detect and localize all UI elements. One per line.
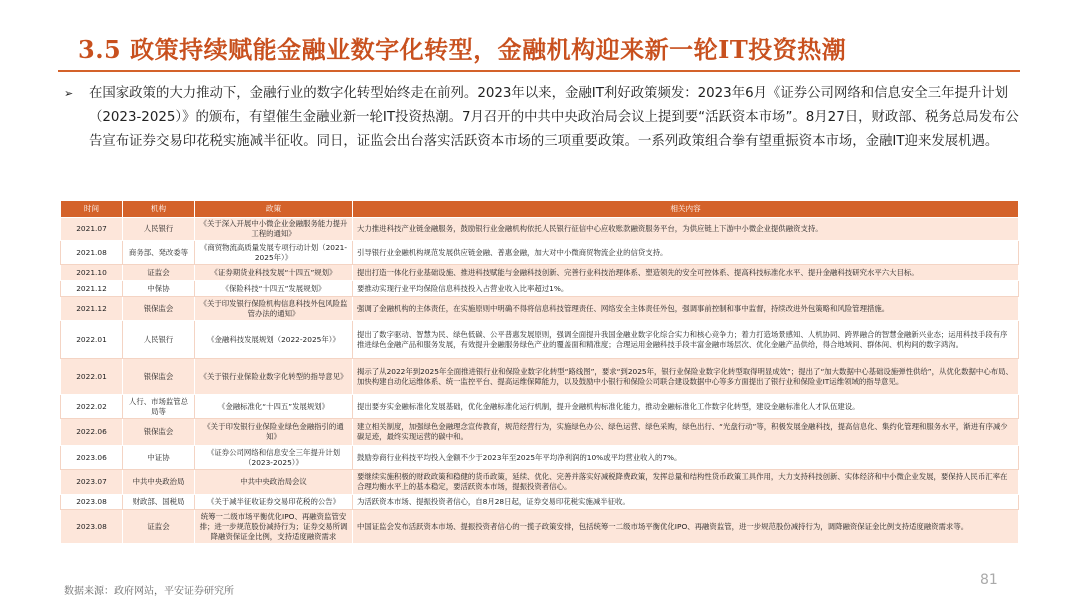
cell-content: 提出了数字驱动、智慧为民、绿色低碳、公平普惠发展原则，强调全面提升我国金融业数字化综合实力和核心竞争力；着力打造场景感知、人机协同、跨界融合的智慧金融新兴业态；运用科技手段有序推进绿色金融产品和服务发展，有效提升金融服务绿色产业的覆盖面和精准度；合理运用金融科技手段丰富金融市场层次、优化金融产品供给，得合地域间、群体间、机构间的数字鸿沟。 xyxy=(353,321,1019,359)
cell-org: 中保协 xyxy=(123,281,195,297)
cell-time: 2022.02 xyxy=(61,395,123,419)
cell-policy: 统筹一二级市场平衡优化IPO、再融资监管安排；进一步规范股份减持行为；证券交易所调降融资保证金比例，支持适度融资需求 xyxy=(195,510,353,544)
cell-time: 2022.01 xyxy=(61,321,123,359)
cell-org: 中证协 xyxy=(123,446,195,470)
cell-time: 2023.07 xyxy=(61,470,123,495)
cell-policy: 《金融科技发展规划（2022-2025年）》 xyxy=(195,321,353,359)
cell-content: 要继续实施积极的财政政策和稳健的货币政策，延续、优化、完善并落实好减税降费政策，发挥总量和结构性货币政策工具作用，大力支持科技创新、实体经济和中小微企业发展，要保持人民币汇率在合理均衡水平上的基本稳定，要活跃资本市场，提振投资者信心。 xyxy=(353,470,1019,495)
cell-time: 2021.12 xyxy=(61,281,123,297)
data-source-note: 数据来源：政府网站，平安证券研究所 xyxy=(64,586,234,597)
cell-policy: 《关于深入开展中小微企业金融服务能力提升工程的通知》 xyxy=(195,218,353,241)
cell-time: 2023.06 xyxy=(61,446,123,470)
table-row xyxy=(61,265,1019,281)
cell-org: 证监会 xyxy=(123,265,195,281)
cell-content: 大力推进科技产业链金融服务，鼓励银行业金融机构依托人民银行征信中心应收账款融资服务平台，为供应链上下游中小微企业提供融资支持。 xyxy=(353,218,1019,241)
cell-org: 人行、市场监管总局等 xyxy=(123,395,195,419)
header-org: 机构 xyxy=(123,201,195,218)
title-divider xyxy=(58,70,1020,72)
bullet-arrow-icon: ➢ xyxy=(64,87,74,100)
table-row xyxy=(61,281,1019,297)
cell-time: 2021.12 xyxy=(61,297,123,321)
cell-policy: 《证券期货业科技发展“十四五”规划》 xyxy=(195,265,353,281)
cell-content: 鼓励券商行业科技平均投入金额不少于2023年至2025年平均净利润的10%或平均营业收入的7%。 xyxy=(353,446,1019,470)
cell-content: 揭示了从2022年到2025年全面推进银行业和保险业数字化转型“路线图”，要求“到2025年，银行业保险业数字化转型取得明显成效”；提出了“加大数据中心基础设施弹性供给”，从优化数据中心布局、加快构建自动化运维体系、统一监控平台、提高运维保障能力，以及鼓励中小银行和保险公司联合建设数据中心等多方面提出了银行业和保险业IT运维领域的指导意见。 xyxy=(353,359,1019,395)
table-row xyxy=(61,510,1019,544)
cell-time: 2021.10 xyxy=(61,265,123,281)
cell-time: 2022.06 xyxy=(61,419,123,446)
table-row xyxy=(61,446,1019,470)
cell-time: 2022.01 xyxy=(61,359,123,395)
cell-time: 2023.08 xyxy=(61,495,123,510)
cell-content: 建立相关制度，加强绿色金融理念宣传教育，规范经营行为，实施绿色办公、绿色运营、绿色采购，绿色出行、“光盘行动”等，积极发展金融科技，提高信息化、集约化管理和服务水平，渐进有序减少碳足迹，最终实现运营的碳中和。 xyxy=(353,419,1019,446)
table-row xyxy=(61,297,1019,321)
cell-policy: 《商贸物流高质量发展专项行动计划（2021-2025年）》 xyxy=(195,241,353,265)
cell-policy: 《金融标准化“十四五”发展规划》 xyxy=(195,395,353,419)
intro-paragraph xyxy=(64,82,1019,154)
table-row xyxy=(61,470,1019,495)
table-row xyxy=(61,495,1019,510)
cell-org: 财政部、国税局 xyxy=(123,495,195,510)
cell-org: 银保监会 xyxy=(123,419,195,446)
page-title: 3.5 政策持续赋能金融业数字化转型，金融机构迎来新一轮IT投资热潮 xyxy=(78,35,847,64)
table-header-row xyxy=(61,201,1019,218)
cell-content: 强调了金融机构的主体责任，在实施原则中明确不得将信息科技管理责任、网络安全主体责任外包，强调事前控制和事中监督，持续改进外包策略和风险管理措施。 xyxy=(353,297,1019,321)
cell-content: 为活跃资本市场、提振投资者信心，自8月28日起，证券交易印花税实施减半征收。 xyxy=(353,495,1019,510)
cell-time: 2023.08 xyxy=(61,510,123,544)
cell-policy: 《关于银行业保险业数字化转型的指导意见》 xyxy=(195,359,353,395)
cell-org: 银保监会 xyxy=(123,297,195,321)
table-row xyxy=(61,241,1019,265)
intro-text: 在国家政策的大力推动下，金融行业的数字化转型始终走在前列。2023年以来，金融IT利好政策频发：2023年6月《证券公司网络和信息安全三年提升计划（2023-2025）》的颁布，有望催生金融业新一轮IT投资热潮。7月召开的中共中央政治局会议上提到要“活跃资本市场”。8月27日，财政部、税务总局发布公告宣布证券交易印花税实施减半征收。同日，证监会出台落实活跃资本市场的三项重要政策。一系列政策组合拳有望重振资本市场，金融IT迎来发展机遇。 xyxy=(89,86,1019,149)
cell-content: 要推动实现行业平均保险信息科技投入占营业收入比率超过1%。 xyxy=(353,281,1019,297)
table-row xyxy=(61,359,1019,395)
cell-policy: 《关于减半征收证券交易印花税的公告》 xyxy=(195,495,353,510)
cell-time: 2021.08 xyxy=(61,241,123,265)
table-row xyxy=(61,218,1019,241)
cell-policy: 《保险科技“十四五”发展规划》 xyxy=(195,281,353,297)
cell-content: 提出打造一体化行业基础设施、推进科技赋能与金融科技创新、完善行业科技治理体系、塑造领先的安全可控体系、提高科技标准化水平、提升金融科技研究水平六大目标。 xyxy=(353,265,1019,281)
cell-org: 证监会 xyxy=(123,510,195,544)
cell-policy: 《关于印发银行业保险业绿色金融指引的通知》 xyxy=(195,419,353,446)
cell-org: 银保监会 xyxy=(123,359,195,395)
cell-content: 提出要夯实金融标准化发展基础，优化金融标准化运行机制，提升金融机构标准化能力，推动金融标准化工作数字化转型，建设金融标准化人才队伍建设。 xyxy=(353,395,1019,419)
header-content: 相关内容 xyxy=(353,201,1019,218)
page-number: 81 xyxy=(980,572,998,588)
cell-content: 中国证监会发布活跃资本市场、提振投资者信心的一揽子政策安排，包括统筹一二级市场平衡优化IPO、再融资监管，进一步规范股份减持行为，调降融资保证金比例支持适度融资需求等。 xyxy=(353,510,1019,544)
table-row xyxy=(61,419,1019,446)
header-time: 时间 xyxy=(61,201,123,218)
cell-org: 商务部、発改委等 xyxy=(123,241,195,265)
header-policy: 政策 xyxy=(195,201,353,218)
table-row xyxy=(61,321,1019,359)
cell-content: 引导银行业金融机构规范发展供应链金融、普惠金融，加大对中小微商贸物流企业的信贷支持。 xyxy=(353,241,1019,265)
cell-policy: 《关于印发银行保险机构信息科技外包风险监管办法的通知》 xyxy=(195,297,353,321)
cell-org: 人民银行 xyxy=(123,218,195,241)
cell-policy: 中共中央政治局会议 xyxy=(195,470,353,495)
cell-time: 2021.07 xyxy=(61,218,123,241)
cell-org: 人民银行 xyxy=(123,321,195,359)
cell-org: 中共中央政治局 xyxy=(123,470,195,495)
table-row xyxy=(61,395,1019,419)
cell-policy: 《证券公司网络和信息安全三年提升计划（2023-2025）》 xyxy=(195,446,353,470)
policy-table xyxy=(60,200,1019,544)
